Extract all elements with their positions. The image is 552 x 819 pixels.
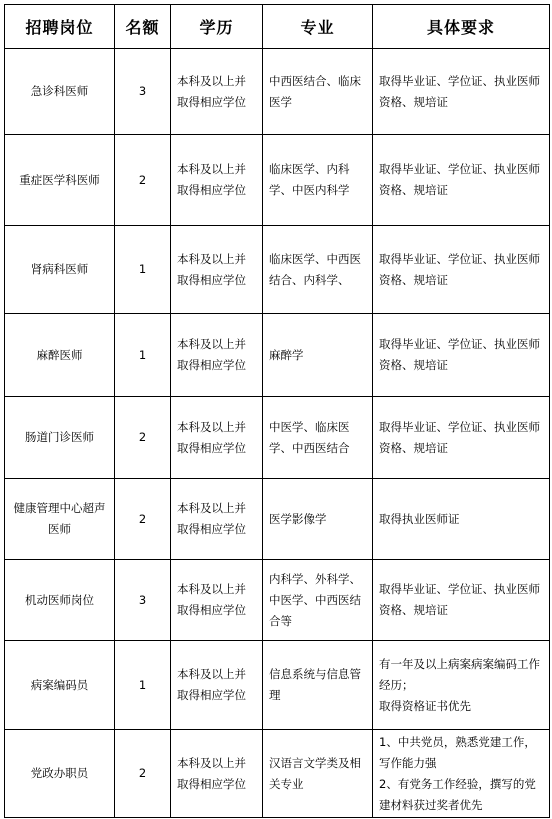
cell-major: 中西医结合、临床医学 <box>263 49 373 135</box>
cell-position: 急诊科医师 <box>5 49 115 135</box>
recruitment-table <box>4 4 550 818</box>
cell-requirements: 取得毕业证、学位证、执业医师资格、规培证 <box>373 226 550 314</box>
cell-major: 中医学、临床医学、中西医结合 <box>263 397 373 479</box>
cell-count: 1 <box>115 314 171 397</box>
cell-position: 肠道门诊医师 <box>5 397 115 479</box>
table-row <box>5 641 550 730</box>
cell-major: 信息系统与信息管理 <box>263 641 373 730</box>
cell-education: 本科及以上并取得相应学位 <box>171 314 263 397</box>
cell-requirements: 取得毕业证、学位证、执业医师资格、规培证 <box>373 314 550 397</box>
cell-count: 3 <box>115 49 171 135</box>
header-major: 专业 <box>263 5 373 49</box>
cell-count: 2 <box>115 730 171 818</box>
table-row <box>5 49 550 135</box>
header-requirements: 具体要求 <box>373 5 550 49</box>
cell-education: 本科及以上并取得相应学位 <box>171 135 263 226</box>
cell-count: 1 <box>115 641 171 730</box>
cell-major: 临床医学、中西医结合、内科学、 <box>263 226 373 314</box>
cell-education: 本科及以上并取得相应学位 <box>171 397 263 479</box>
cell-count: 2 <box>115 479 171 560</box>
header-count: 名额 <box>115 5 171 49</box>
table-row <box>5 314 550 397</box>
table-row <box>5 479 550 560</box>
cell-position: 重症医学科医师 <box>5 135 115 226</box>
header-education: 学历 <box>171 5 263 49</box>
cell-position: 党政办职员 <box>5 730 115 818</box>
cell-major: 麻醉学 <box>263 314 373 397</box>
header-position: 招聘岗位 <box>5 5 115 49</box>
cell-position: 机动医师岗位 <box>5 560 115 641</box>
cell-education: 本科及以上并取得相应学位 <box>171 730 263 818</box>
cell-requirements: 取得毕业证、学位证、执业医师资格、规培证 <box>373 560 550 641</box>
cell-count: 3 <box>115 560 171 641</box>
cell-requirements: 取得执业医师证 <box>373 479 550 560</box>
table-row <box>5 135 550 226</box>
cell-major: 临床医学、内科学、中医内科学 <box>263 135 373 226</box>
cell-position: 病案编码员 <box>5 641 115 730</box>
cell-education: 本科及以上并取得相应学位 <box>171 641 263 730</box>
cell-requirements: 有一年及以上病案病案编码工作经历； 取得资格证书优先 <box>373 641 550 730</box>
cell-major: 内科学、外科学、中医学、中西医结合等 <box>263 560 373 641</box>
cell-education: 本科及以上并取得相应学位 <box>171 226 263 314</box>
table-body <box>5 49 550 818</box>
table-row <box>5 226 550 314</box>
table-row <box>5 730 550 818</box>
table-row <box>5 560 550 641</box>
cell-count: 2 <box>115 397 171 479</box>
cell-count: 1 <box>115 226 171 314</box>
header-row <box>5 5 550 49</box>
cell-position: 麻醉医师 <box>5 314 115 397</box>
cell-requirements: 取得毕业证、学位证、执业医师资格、规培证 <box>373 49 550 135</box>
cell-requirements: 取得毕业证、学位证、执业医师资格、规培证 <box>373 397 550 479</box>
cell-major: 医学影像学 <box>263 479 373 560</box>
cell-education: 本科及以上并取得相应学位 <box>171 479 263 560</box>
cell-requirements: 1、中共党员，熟悉党建工作，写作能力强 2、有党务工作经验，撰写的党建材料获过奖者优先 <box>373 730 550 818</box>
table-row <box>5 397 550 479</box>
cell-requirements: 取得毕业证、学位证、执业医师资格、规培证 <box>373 135 550 226</box>
cell-count: 2 <box>115 135 171 226</box>
cell-position: 健康管理中心超声医师 <box>5 479 115 560</box>
cell-education: 本科及以上并取得相应学位 <box>171 49 263 135</box>
table-header <box>5 5 550 49</box>
cell-position: 肾病科医师 <box>5 226 115 314</box>
cell-major: 汉语言文学类及相关专业 <box>263 730 373 818</box>
cell-education: 本科及以上并取得相应学位 <box>171 560 263 641</box>
